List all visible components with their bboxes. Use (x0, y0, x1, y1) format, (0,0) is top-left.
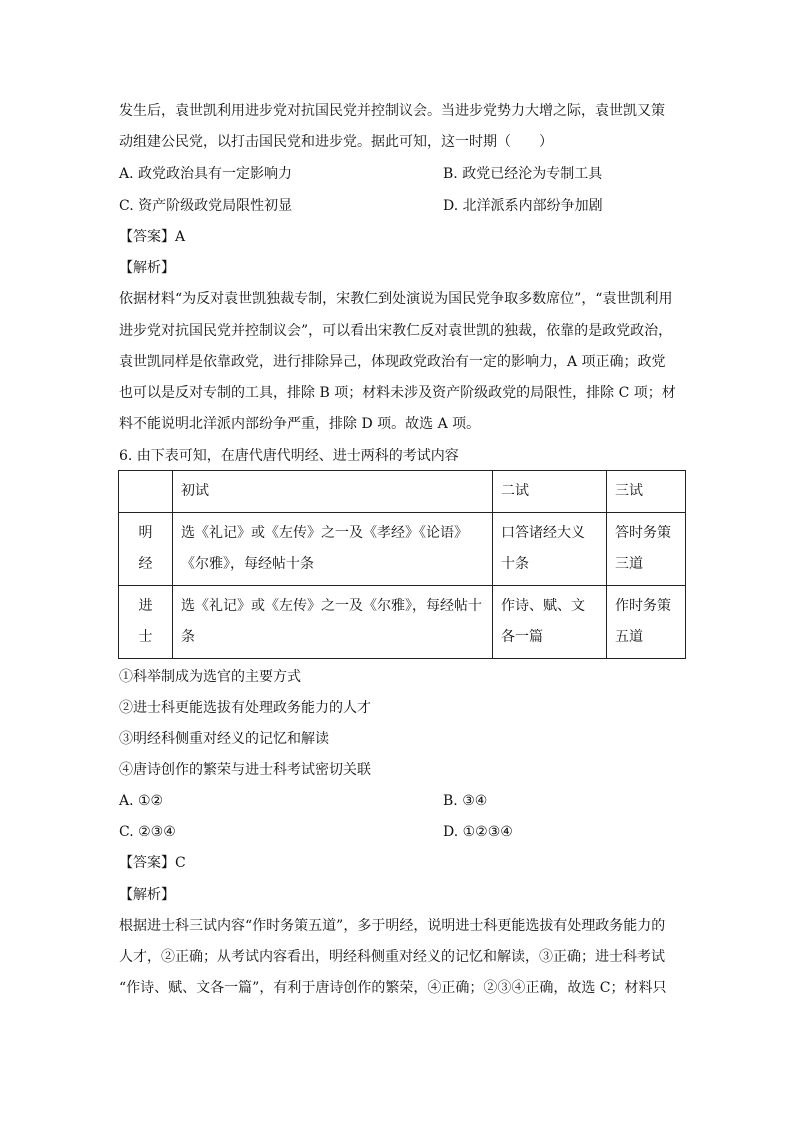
q6-statement-1: ①科举制成为选官的主要方式 (119, 669, 301, 685)
table-cell-second-exam (493, 513, 607, 586)
table-row (119, 513, 686, 586)
q6-statement-4: ④唐诗创作的繁荣与进士科考试密切关联 (119, 762, 371, 778)
q5-analysis-line-5: 料不能说明北洋派内部纷争严重，排除 D 项。故选 A 项。 (119, 416, 481, 432)
cell-line: 作时务策 (615, 598, 671, 614)
table-cell-second-exam (493, 586, 607, 659)
cell-line: 五道 (615, 629, 643, 645)
table-header-second-exam: 二试 (493, 471, 607, 513)
table-cell-third-exam (607, 586, 686, 659)
q6-option-c: C. ②③④ (119, 824, 176, 840)
q5-stem-line-2: 动组建公民党，以打击国民党和进步党。据此可知，这一时期（ ） (119, 134, 553, 150)
table-header-first-exam: 初试 (173, 471, 493, 513)
cell-line: 各一篇 (501, 629, 543, 645)
table-cell-first-exam (173, 513, 493, 586)
table-cell-first-exam (173, 586, 493, 659)
q5-analysis-line-2: 进步党对抗国民党并控制议会”，可以看出宋教仁反对袁世凯的独裁，依靠的是政党政治， (119, 323, 673, 339)
table-header-empty (119, 471, 173, 513)
table-header-third-exam: 三试 (607, 471, 686, 513)
q6-analysis-line-1: 根据进士科三试内容“作时务策五道”，多于明经，说明进士科更能选拔有处理政务能力的 (119, 918, 666, 934)
q5-option-d: D. 北洋派系内部纷争加剧 (443, 198, 603, 214)
cell-line: 答时务策 (615, 525, 671, 541)
row-label-char: 士 (138, 629, 153, 645)
table-row-label-jinshi (119, 586, 173, 659)
q6-answer: 【答案】C (119, 855, 186, 871)
q6-analysis-line-2: 人才，②正确；从考试内容看出，明经科侧重对经义的记忆和解读，③正确；进士科考试 (119, 949, 665, 965)
q5-option-a: A. 政党政治具有一定影响力 (119, 166, 293, 182)
cell-line: 作诗、赋、文 (501, 598, 585, 614)
q6-analysis-label: 【解析】 (119, 887, 175, 903)
row-label-char: 经 (138, 556, 153, 572)
cell-line: 十条 (501, 556, 529, 572)
q5-analysis-line-4: 也可以是反对专制的工具，排除 B 项；材料未涉及资产阶级政党的局限性，排除 C 项；材 (119, 385, 676, 401)
q6-statement-3: ③明经科侧重对经义的记忆和解读 (119, 731, 329, 747)
table-row (119, 586, 686, 659)
cell-line: 选《礼记》或《左传》之一及《孝经》《论语》 (181, 525, 468, 541)
cell-line: 口答诸经大义 (501, 525, 585, 541)
q5-analysis-line-3: 袁世凯同样是依靠政党，进行排除异己，体现政党政治有一定的影响力，A 项正确；政党 (119, 354, 666, 370)
q5-analysis-line-1: 依据材料“为反对袁世凯独裁专制，宋教仁到处演说为国民党争取多数席位”，“袁世凯利用 (119, 291, 673, 307)
q5-analysis-label: 【解析】 (119, 260, 175, 276)
cell-line: 选《礼记》或《左传》之一及《尔雅》，每经帖十 (181, 598, 482, 614)
q5-answer: 【答案】A (119, 229, 186, 245)
cell-line: 三道 (615, 556, 643, 572)
exam-content-table (118, 470, 686, 659)
row-label-char: 进 (138, 598, 153, 614)
row-label-char: 明 (138, 525, 153, 541)
q5-stem-line-1: 发生后，袁世凯利用进步党对抗国民党并控制议会。当进步党势力大增之际，袁世凯又策 (119, 103, 665, 119)
q5-option-b: B. 政党已经沦为专制工具 (443, 166, 603, 182)
table-row-label-mingjing (119, 513, 173, 586)
table-header-row (119, 471, 686, 513)
q6-option-d: D. ①②③④ (443, 824, 513, 840)
cell-line: 《尔雅》，每经帖十条 (181, 556, 314, 572)
q6-stem: 6. 由下表可知，在唐代唐代明经、进士两科的考试内容 (119, 448, 459, 464)
q6-statement-2: ②进士科更能选拔有处理政务能力的人才 (119, 700, 371, 716)
table-cell-third-exam (607, 513, 686, 586)
q6-analysis-line-3: “作诗、赋、文各一篇”，有利于唐诗创作的繁荣，④正确；②③④正确，故选 C；材料只 (119, 980, 667, 996)
q5-option-c: C. 资产阶级政党局限性初显 (119, 198, 293, 214)
q6-option-b: B. ③④ (443, 793, 488, 809)
q6-option-a: A. ①② (119, 793, 164, 809)
cell-line: 条 (181, 629, 195, 645)
